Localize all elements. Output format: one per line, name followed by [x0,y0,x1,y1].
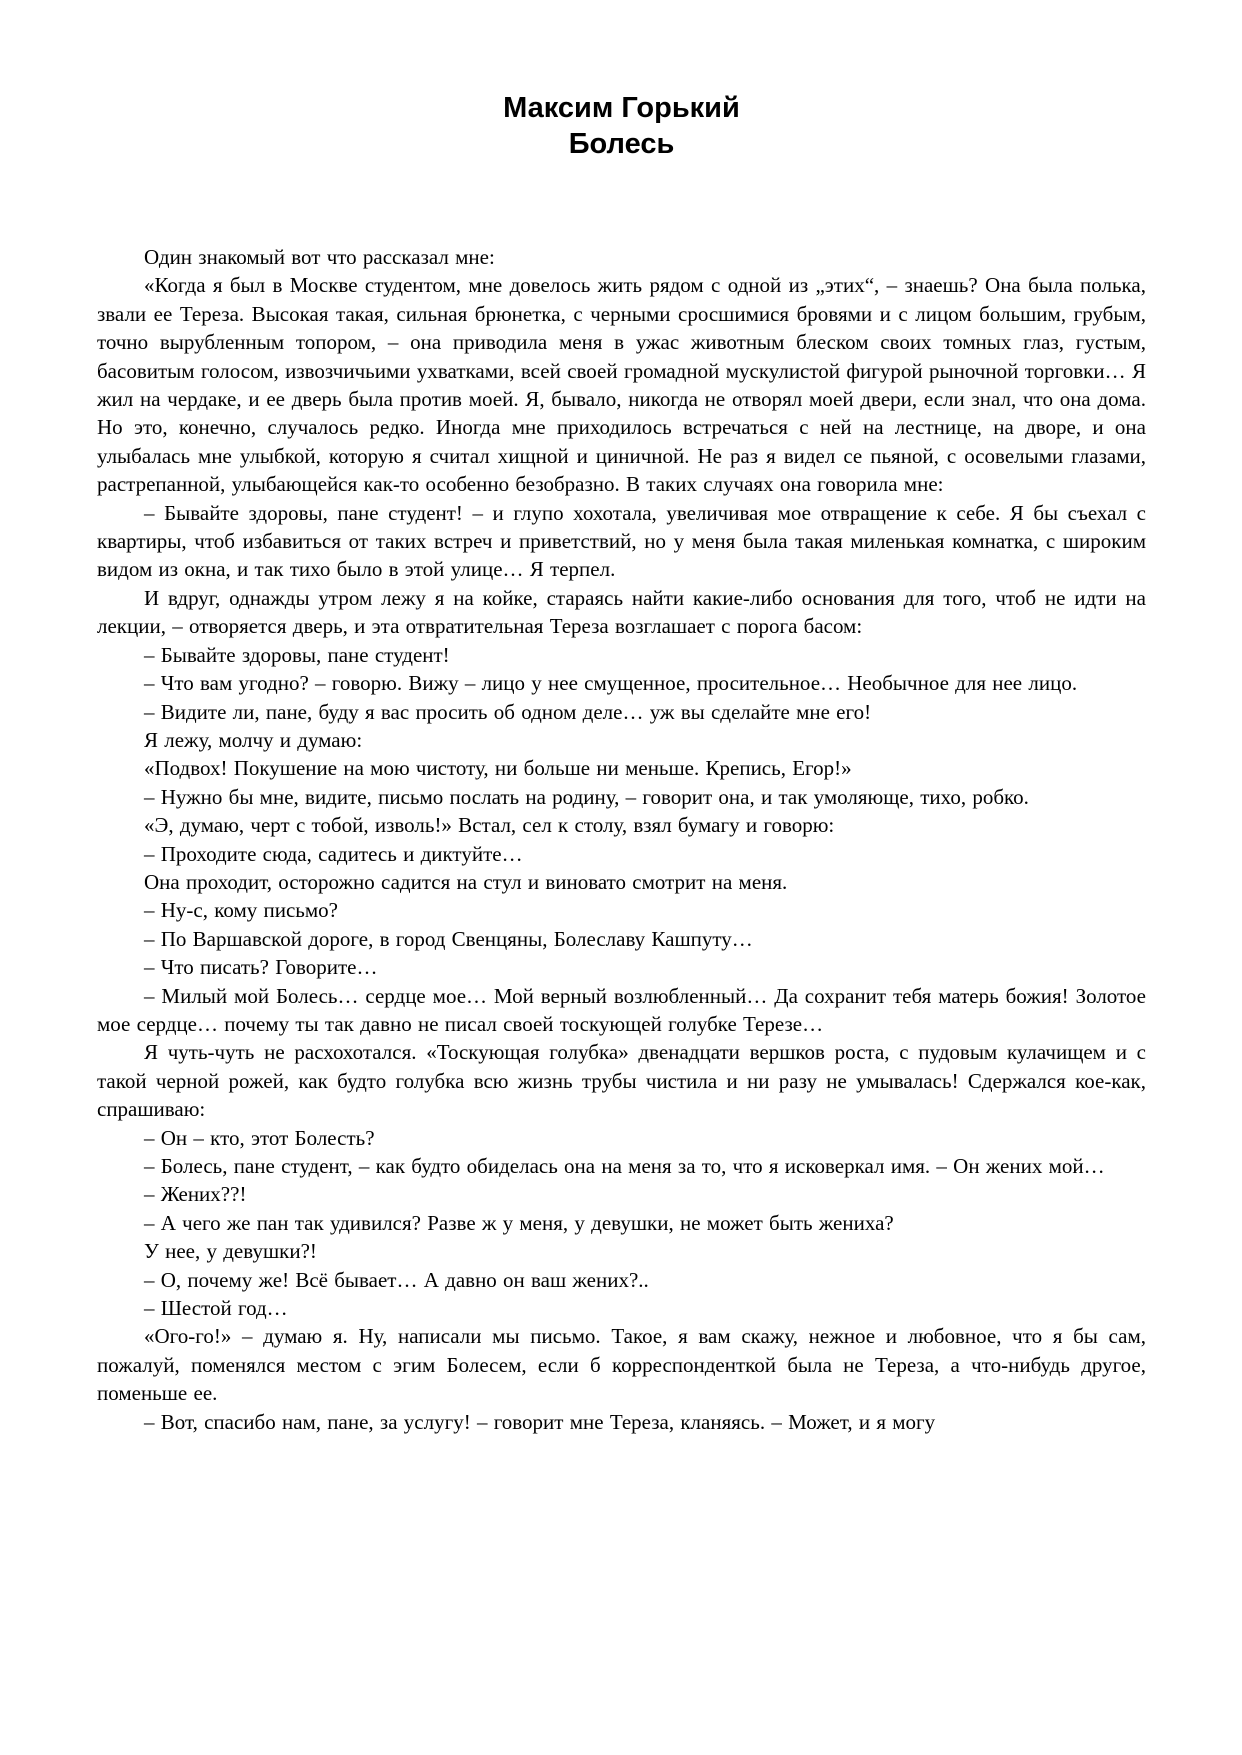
paragraph: – По Варшавской дороге, в город Свенцяны, Болеславу Кашпуту… [144,926,753,951]
paragraph: – Проходите сюда, садитесь и диктуйте… [144,841,523,866]
paragraph: – А чего же пан так удивился? Разве ж у меня, у девушки, не может быть жениха? [144,1210,894,1235]
paragraph: Я чуть-чуть не расхохотался. «Тоскующая голубка» двенадцати вершков роста, с пудовым кулачищем и с такой черной рожей, как будто голубка всю жизнь трубы чистила и ни разу не умывалась! Сдержался кое-как, спрашиваю: [97,1040,1146,1122]
paragraph: – Что писать? Говорите… [144,955,378,980]
paragraph: Я лежу, молчу и думаю: [144,727,363,752]
paragraph: – Вот, спасибо нам, пане, за услугу! – говорит мне Тереза, кланяясь. – Может, и я могу [144,1409,936,1434]
paragraph: – Бывайте здоровы, пане студент! [144,642,450,667]
paragraph: – О, почему же! Всё бывает… А давно он ваш жених?.. [144,1267,649,1292]
document-body [97,243,1146,1436]
paragraph: – Нужно бы мне, видите, письмо послать на родину, – говорит она, и так умоляюще, тихо, робко. [144,784,1029,809]
paragraph: – Ну-с, кому письмо? [144,898,338,923]
document-author: Максим Горький [503,92,740,124]
paragraph: «Когда я был в Москве студентом, мне довелось жить рядом с одной из „этих“, – знаешь? Она была полька, звали ее Тереза. Высокая такая, сильная брюнетка, с черными сросшимися бровями и с лицом большим, грубым, точно вырубленным топором, – она приводила меня в ужас животным блеском своих томных глаз, густым, басовитым голосом, извозчичьими ухватками, всей своей громадной мускулистой фигурой рыночной торговки… Я жил на чердаке, и ее дверь была против моей. Я, бывало, никогда не отворял моей двери, если знал, что она дома. Но это, конечно, случалось редко. Иногда мне приходилось встречаться с ней на лестнице, на дворе, и она улыбалась мне улыбкой, которую я считал хищной и циничной. Не раз я видел се пьяной, с осовелыми глазами, растрепанной, улыбающейся как-то особенно безобразно. В таких случаях она говорила мне: [97,273,1146,497]
paragraph: – Шестой год… [144,1296,288,1321]
paragraph: – Милый мой Болесь… сердце мое… Мой верный возлюбленный… Да сохранит тебя матерь божия! Золотое мое сердце… почему ты так давно не писал своей тоскующей голубке Терезе… [97,983,1146,1036]
paragraph: Она проходит, осторожно садится на стул и виновато смотрит на меня. [144,869,788,894]
paragraph: «Э, думаю, черт с тобой, изволь!» Встал, сел к столу, взял бумагу и говорю: [144,813,835,838]
document-title [97,90,1146,162]
paragraph: Один знакомый вот что рассказал мне: [144,245,495,269]
paragraph: – Что вам угодно? – говорю. Вижу – лицо у нее смущенное, просительное… Необычное для нее лицо. [144,671,1078,696]
paragraph: – Жених??! [144,1182,247,1207]
paragraph: – Бывайте здоровы, пане студент! – и глупо хохотала, увеличивая мое отвращение к себе. Я бы съехал с квартиры, чтоб избавиться от таких встреч и приветствий, но у меня была такая миленькая комнатка, с широким видом из окна, и так тихо было в этой улице… Я терпел. [97,500,1146,582]
paragraph: «Ого-го!» – думаю я. Ну, написали мы письмо. Такое, я вам скажу, нежное и любовное, что я бы сам, пожалуй, поменялся местом с эгим Болесем, если б корреспонденткой была не Тереза, а что-нибудь другое, поменьше ее. [97,1324,1146,1406]
paragraph: И вдруг, однажды утром лежу я на койке, стараясь найти какие-либо основания для того, чтоб не идти на лекции, – отворяется дверь, и эта отвратительная Тереза возглашает с порога басом: [97,585,1146,639]
document-story-title: Болесь [568,128,675,160]
paragraph: «Подвох! Покушение на мою чистоту, ни больше ни меньше. Крепись, Егор!» [144,756,852,781]
paragraph: – Болесь, пане студент, – как будто обиделась она на меня за то, что я исковеркал имя. – Он жених мой… [144,1154,1105,1178]
paragraph: – Видите ли, пане, буду я вас просить об одном деле… уж вы сделайте мне его! [144,699,872,724]
paragraph: – Он – кто, этот Болесть? [144,1125,375,1150]
paragraph: У нее, у девушки?! [144,1239,317,1264]
